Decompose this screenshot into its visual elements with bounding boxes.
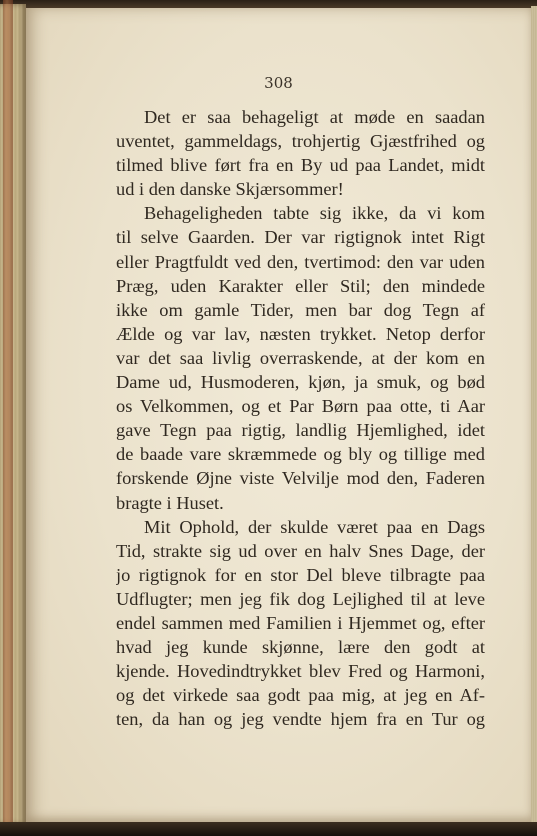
text-line: hvad jeg kunde skjønne, lære den godt at <box>116 637 485 658</box>
text-line: endel sammen med Familien i Hjemmet og, efter <box>116 612 485 633</box>
text-line: Behageligheden tabte sig ikke, da vi kom <box>144 203 485 224</box>
text-line: og det virkede saa godt paa mig, at jeg en Af- <box>116 685 485 706</box>
text-line: Udflugter; men jeg fik dog Lejlighed til at leve <box>116 588 485 609</box>
page-number: 308 <box>264 74 293 92</box>
text-line: bragte i Huset. <box>116 492 224 513</box>
text-line: forskende Øjne viste Velvilje mod den, Faderen <box>116 468 485 489</box>
text-line: kjende. Hovedindtrykket blev Fred og Harmoni, <box>116 661 485 682</box>
text-line: Tid, strakte sig ud over en halv Snes Dage, der <box>116 540 485 561</box>
text-line: jo rigtignok for en stor Del bleve tilbragte paa <box>116 564 485 585</box>
text-line: var det saa livlig overraskende, at der kom en <box>116 347 485 368</box>
book-spine <box>3 0 13 836</box>
text-line: os Velkommen, og et Par Børn paa otte, ti Aar <box>116 396 485 417</box>
text-line: ten, da han og jeg vendte hjem fra en Tur og <box>116 709 485 730</box>
text-line: gave Tegn paa rigtig, landlig Hjemlighed, idet <box>116 420 485 441</box>
text-line: Det er saa behageligt at møde en saadan <box>144 107 485 127</box>
bottom-edge <box>0 822 537 836</box>
right-page-edges <box>531 6 537 824</box>
text-line: Ælde og var lav, næsten trykket. Netop derfor <box>116 323 485 344</box>
top-edge <box>0 0 537 8</box>
text-line: tilmed blive ført fra en By ud paa Landet, midt <box>116 155 485 176</box>
body-text <box>116 105 485 731</box>
text-line: eller Pragtfuldt ved den, tvertimod: den var uden <box>116 251 485 272</box>
text-line: til selve Gaarden. Der var rigtignok intet Rigt <box>116 227 485 248</box>
text-line: uventet, gammeldags, trohjertig Gjæstfrihed og <box>116 131 485 152</box>
text-line: de baade vare skræmmede og bly og tillige med <box>116 444 485 465</box>
text-line: ikke om gamle Tider, men bar dog Tegn af <box>116 299 485 320</box>
text-line: Præg, uden Karakter eller Stil; den mindede <box>116 275 485 296</box>
text-line: ud i den danske Skjærsommer! <box>116 179 344 200</box>
text-line: Dame ud, Husmoderen, kjøn, ja smuk, og bød <box>116 372 485 393</box>
text-line: Mit Ophold, der skulde været paa en Dags <box>144 516 485 537</box>
